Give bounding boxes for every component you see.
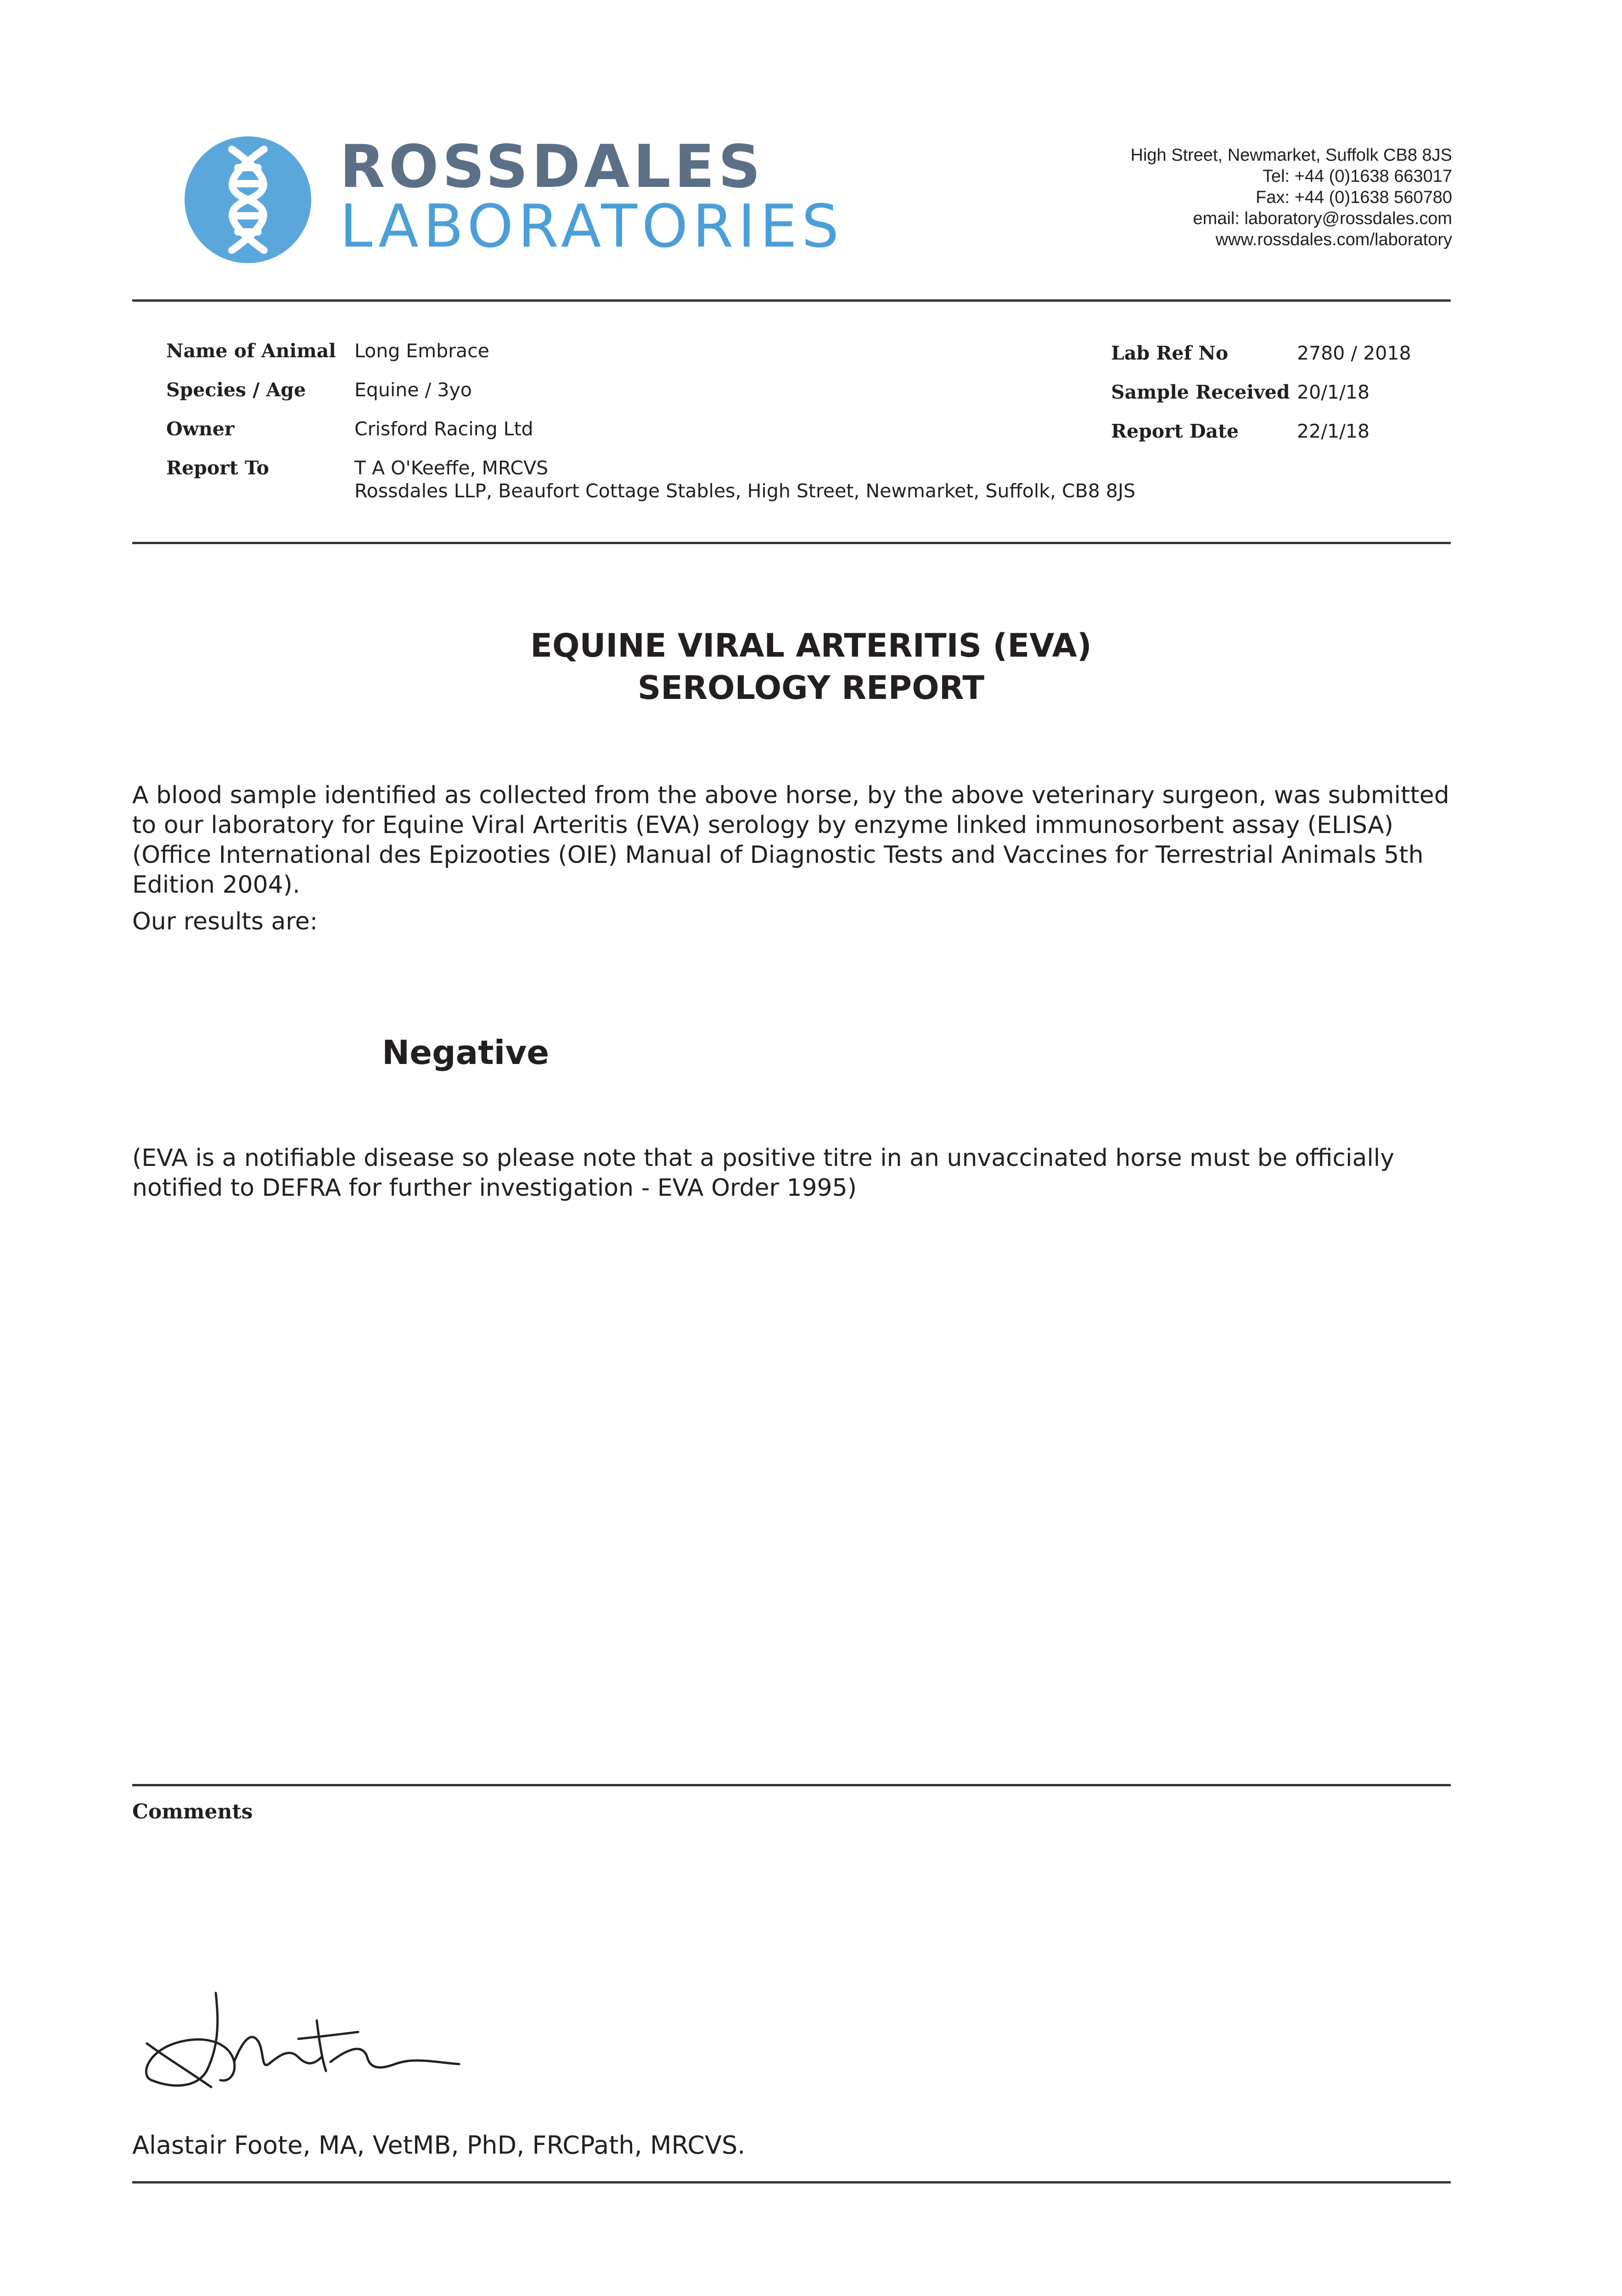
signature-scribble-icon bbox=[138, 1988, 496, 2108]
signature bbox=[138, 1988, 496, 2108]
report-to-address: Rossdales LLP, Beaufort Cottage Stables, High Street, Newmarket, Suffolk, CB8 8JS bbox=[354, 480, 1136, 502]
intro-paragraph: A blood sample identified as collected from the above horse, by the above veterinary surgeon, was submitted to our laboratory for Equine Viral Arteritis (EVA) serology by enzyme linked immunosorbent assay (ELISA) (Office International des Epizooties (OIE) Manual of Diagnostic Tests and Vaccines for Terrestrial Animals 5th Edition 2004). bbox=[132, 782, 1449, 899]
sample-received-value: 20/1/18 bbox=[1297, 381, 1370, 403]
name-label: Name of Animal bbox=[166, 340, 336, 362]
sample-received-label: Sample Received bbox=[1111, 381, 1290, 403]
species-label: Species / Age bbox=[166, 379, 306, 401]
address-line: High Street, Newmarket, Suffolk CB8 8JS bbox=[1130, 146, 1452, 165]
tel-line: Tel: +44 (0)1638 663017 bbox=[1262, 167, 1452, 186]
report-title bbox=[0, 625, 1622, 709]
logo-wordmark-bottom: LABORATORIES bbox=[340, 192, 844, 261]
owner-label: Owner bbox=[166, 418, 235, 440]
address-block bbox=[1131, 145, 1452, 250]
notifiable-note: (EVA is a notifiable disease so please note that a positive titre in an unvaccinated horse must be officially notified to DEFRA for further investigation - EVA Order 1995) bbox=[132, 1144, 1394, 1202]
fax-line: Fax: +44 (0)1638 560780 bbox=[1256, 188, 1452, 207]
logo bbox=[184, 135, 312, 264]
details-divider bbox=[132, 542, 1451, 544]
web-line: www.rossdales.com/laboratory bbox=[1215, 230, 1452, 249]
email-line: email: laboratory@rossdales.com bbox=[1193, 209, 1452, 228]
signer-name: Alastair Foote, MA, VetMB, PhD, FRCPath, MRCVS. bbox=[132, 2131, 746, 2160]
result-value: Negative bbox=[382, 1033, 550, 1072]
dna-helix-icon bbox=[184, 135, 312, 264]
comments-divider bbox=[132, 1784, 1451, 1786]
report-date-value: 22/1/18 bbox=[1297, 420, 1370, 442]
header-divider bbox=[132, 299, 1451, 302]
comments-label: Comments bbox=[132, 1800, 253, 1823]
species-value: Equine / 3yo bbox=[354, 379, 472, 401]
report-to-name: T A O'Keeffe, MRCVS bbox=[354, 457, 549, 479]
footer-divider bbox=[132, 2181, 1451, 2183]
report-title-line1: EQUINE VIRAL ARTERITIS (EVA) bbox=[530, 627, 1092, 664]
report-date-label: Report Date bbox=[1111, 420, 1239, 442]
report-to-label: Report To bbox=[166, 457, 269, 479]
owner-value: Crisford Racing Ltd bbox=[354, 418, 533, 440]
results-intro: Our results are: bbox=[132, 908, 318, 935]
lab-ref-label: Lab Ref No bbox=[1111, 342, 1229, 364]
report-title-line2: SEROLOGY REPORT bbox=[637, 669, 985, 707]
lab-ref-value: 2780 / 2018 bbox=[1297, 342, 1411, 364]
logo-wordmark-top: ROSSDALES bbox=[340, 133, 764, 201]
name-value: Long Embrace bbox=[354, 340, 489, 362]
